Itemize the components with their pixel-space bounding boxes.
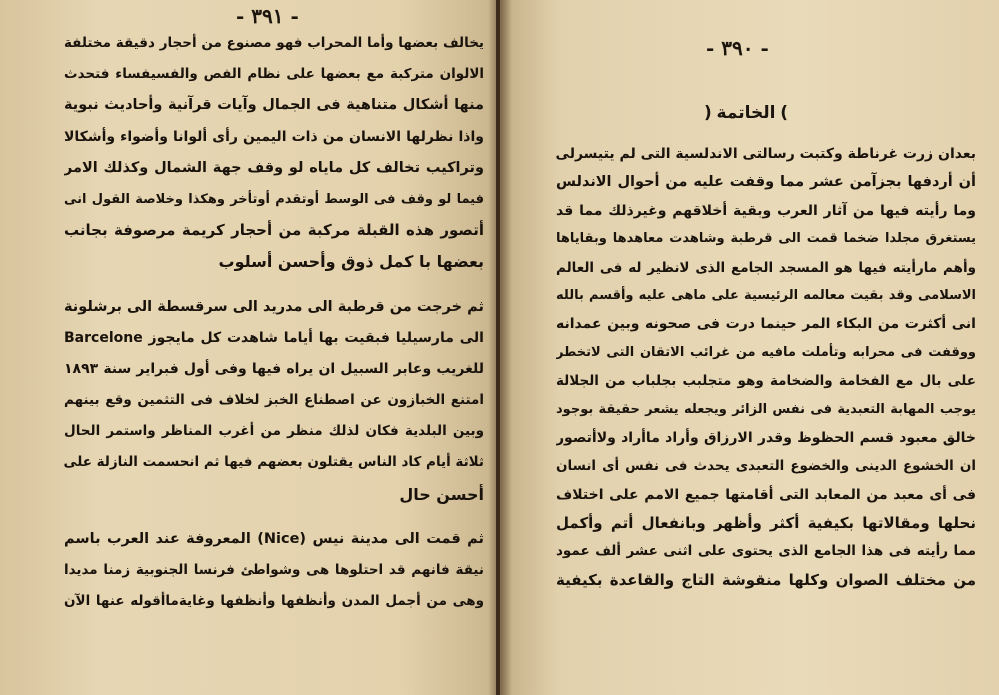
text-line: خالق معبود قسم الحظوظ وقدر الارزاق وأراد ماأراد ولاأتصور [556, 429, 976, 446]
text-line: أحسن حال [399, 484, 484, 504]
text-line: أن أردفها بجزآمن عشر مما وقفت عليه من أحوال الاندلس [556, 174, 976, 191]
text-line: الالوان متركبة مع بعضها على نظام الفص والفسيفساء فتحدث [64, 66, 484, 83]
text-line: وأهم مارأيته فيها هو المسجد الجامع الذى لانظير له فى العالم [556, 259, 976, 276]
text-line: على بال مع الفخامة والضخامة وهو متجلبب بجلباب من الجلالة [556, 373, 976, 390]
text-line: مما رأيته فى هذا الجامع الذى يحتوى على اثنى عشر ألف عمود [556, 543, 976, 560]
text-line: وبين البلدية فكان لذلك منظر من أغرب المناظر واستمر الحال [64, 423, 484, 440]
book-gutter [488, 0, 512, 695]
text-line: وهى من أجمل المدن وأنظفها وأنظفها وغايةماأقوله عنها الآن [64, 593, 484, 610]
text-line: يوجب المهابة التعبدية فى نفس الزائر ويجعله يشعر حقيقة بوجود [556, 401, 976, 417]
text-line: فى أى معبد من المعابد التى أقامتها جميع الامم على اختلاف [556, 486, 976, 503]
left-page [0, 0, 496, 695]
text-line: واذا نظرلها الانسان من ذات اليمين رأى ألوانا وأضواء وأشكالا [64, 128, 484, 145]
text-line: ثم خرجت من قرطبة الى مدريد الى سرقسطة الى برشلونة [64, 298, 484, 315]
text-line: ثم قمت الى مدينة نيس (Nice) المعروفة عند العرب باسم [64, 530, 484, 547]
text-line: ان الخشوع الدينى والخضوع التعبدى يحدث فى نفس أى انسان [556, 458, 976, 475]
left-page-text [64, 28, 484, 617]
page-number-right: - ٣٩٠ - [706, 36, 769, 60]
text-line: فيما لو وقف فى الوسط أوتقدم أوتأخر وهكذا وخلاصة القول انى [64, 191, 484, 207]
text-line: أتصور هذه القبلة مركبة من أحجار كريمة مرصوفة بجانب [64, 221, 484, 240]
text-line: ثلاثة أيام كاد الناس يقتلون بعضهم فيها ثم انحسمت النازلة على [64, 454, 484, 471]
text-line: انى أكثرت من البكاء المر حينما درت فى صحونه وبين عمدانه [556, 316, 976, 333]
text-line: وما رأيته فيها من آثار العرب وبقية أخلاقهم وغيرذلك مما قد [556, 202, 976, 219]
text-line: وتراكيب تخالف كل ماياه لو وقف جهة الشمال وكذلك الامر [64, 159, 484, 176]
text-line: Barcelone الى مارسيليا فبقيت بها أياما شاهدت كل مايجوز [64, 329, 484, 346]
right-page-text [556, 140, 976, 594]
text-line: نيقة فانهم قد احتلوها هى وشواطئ فرنسا الجنوبية زمنا مديدا [64, 562, 484, 578]
text-line: امتنع الخبازون عن اصطناع الخبز لخلاف فى التثمين وقع بينهم [64, 392, 484, 409]
text-line: من مختلف الصوان وكلها منقوشة التاج والقاعدة بكيفية [556, 570, 976, 589]
text-line: يخالف بعضها وأما المحراب فهو مصنوع من أحجار دقيقة مختلفة [64, 35, 484, 51]
page-number-left: - ٣٩١ - [236, 4, 299, 28]
text-line: بعضها با كمل ذوق وأحسن أسلوب [218, 252, 484, 272]
chapter-heading: ( الخاتمة ) [708, 96, 784, 130]
text-line: منها أشكال متناهية فى الجمال وآيات قرآنية وأحاديث نبوية [64, 97, 484, 114]
text-line: الاسلامى وقد بقيت معالمه الرئيسية على ماهى عليه وأقسم بالله [556, 287, 976, 303]
text-line: بعدان زرت غرناطة وكتبت رسالتى الاندلسية التى لم يتيسرلى [556, 146, 976, 162]
text-line: للغريب وعابر السبيل ان يراه فيها وفى أول فبراير سنة ١٨٩٣ [64, 360, 484, 377]
text-line: نحلها ومقالاتها بكيفية أكثر وأظهر وبانفعال أتم وأكمل [556, 514, 976, 533]
text-line: يستغرق مجلدا ضخما قمت الى قرطبة وشاهدت معاهدها وبقاياها [556, 231, 976, 247]
text-line: ووقفت فى محرابه وتأملت مافيه من غرائب الاتقان التى لاتخطر [556, 344, 976, 360]
